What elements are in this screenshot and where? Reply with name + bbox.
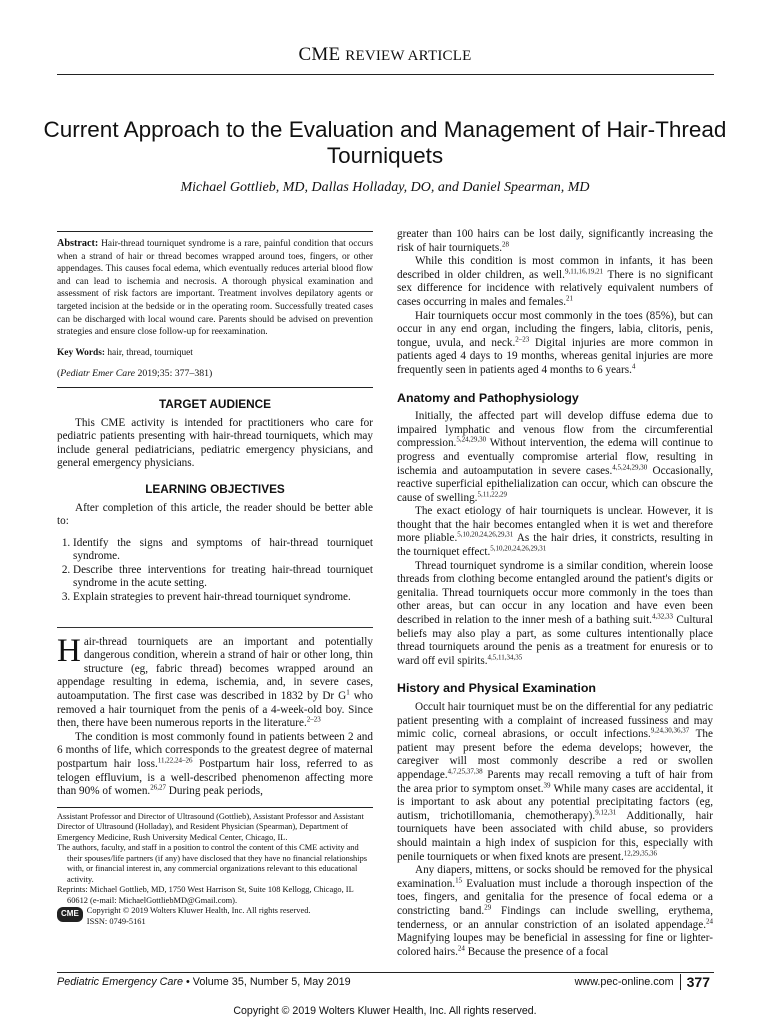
citation-rest: 2019;35: 377–381) xyxy=(135,368,213,380)
abstract-label: Abstract: xyxy=(57,238,99,249)
reference-sup: 4,7,25,37,38 xyxy=(447,767,483,776)
footer-issue: Volume 35, Number 5, May 2019 xyxy=(192,976,351,988)
reference-sup: 24 xyxy=(706,916,713,925)
reference-sup: 12,29,35,36 xyxy=(623,848,658,857)
reference-sup: 2–23 xyxy=(515,335,530,344)
drop-cap: H xyxy=(57,632,81,669)
reference-sup: 11,22,24–26 xyxy=(157,756,193,765)
keywords-label: Key Words: xyxy=(57,347,106,358)
affiliation-note: Assistant Professor and Director of Ultrasound (Gottlieb), Assistant Professor and Assistant Director of Ultrasound (Holladay), and Resident Physician (Spearman), Department of Emergency Medicine, Rush University Medical Center, Chicago, IL. xyxy=(57,811,364,842)
reference-sup: 4,5,11,34,35 xyxy=(487,653,523,662)
copyright-block xyxy=(57,906,373,927)
learning-objectives-intro: After completion of this article, the reader should be better able to: xyxy=(57,501,373,528)
text-run: During peak periods, xyxy=(165,785,263,798)
history-heading: History and Physical Examination xyxy=(397,681,597,696)
text-run: Any diapers, mittens, or socks should be removed for the physical examination. xyxy=(397,864,713,890)
reference-sup: 5,11,22,29 xyxy=(477,489,507,498)
text-run: Because the presence of a focal xyxy=(464,945,609,958)
footer-url[interactable]: www.pec-online.com xyxy=(574,976,674,988)
text-run: Parents may recall removing a tuft of hair from the area prior to symptom onset. xyxy=(397,768,713,795)
text-run: Evaluation must include a thorough inspection of the toes, fingers, and genitalia for the presence of focal edema or a constricting band. xyxy=(397,877,713,917)
text-run: greater than 100 hairs can be lost daily, significantly increasing the risk of hair tourniquets. xyxy=(397,228,713,254)
reference-sup: 21 xyxy=(566,294,573,303)
text-run: Findings can include swelling, erythema, tenderness, or an annular constriction of an isolated appendage. xyxy=(397,904,713,931)
continuation-paragraph xyxy=(397,228,713,255)
right-column xyxy=(397,228,713,959)
abstract xyxy=(57,231,373,339)
reference-sup: 5,10,20,24,26,29,31 xyxy=(457,530,514,539)
text-run: The condition is most commonly found in patients between 2 and 6 months of life, which corresponds to the greatest degree of maternal postpartum hair loss. xyxy=(57,730,373,770)
objective-item: 3. Explain strategies to prevent hair-thread tourniquet syndrome. xyxy=(73,591,373,605)
text-run: Magnifying loupes may be beneficial in assessing for fine or lighter-colored hairs. xyxy=(397,932,713,958)
reference-sup: 5,24,29,30 xyxy=(456,435,487,444)
article-type-rest: REVIEW ARTICLE xyxy=(345,48,472,64)
bullet-separator: • xyxy=(186,976,193,988)
footer-rule xyxy=(57,972,714,973)
article-type-cme: CME xyxy=(298,44,341,65)
copyright-line: Copyright © 2019 Wolters Kluwer Health, Inc. All rights reserved. xyxy=(233,1005,537,1017)
footnotes xyxy=(57,807,373,928)
reprints-note: Reprints: Michael Gottlieb, MD, 1750 West Harrison St, Suite 108 Kellogg, Chicago, IL 60612 (e-mail: MichaelGottliebMD@Gmail.com). xyxy=(57,885,354,905)
keywords-text: hair, thread, tourniquet xyxy=(107,347,193,358)
introduction xyxy=(57,627,373,799)
citation-journal: Pediatr Emer Care xyxy=(60,368,136,380)
reference-sup: 4,32,33 xyxy=(651,612,673,621)
text-run: who removed a hair tourniquet from the penis of a 4-week-old boy. Since then, there have been numerous reports in the literature. xyxy=(57,690,373,730)
article-type-header xyxy=(0,44,770,66)
intro-paragraph-1 xyxy=(57,632,373,731)
text-run: Thread tourniquet syndrome is a similar condition, wherein loose threads from clothing become entangled around the patient's digits or genitalia. Thread tourniquets occur more commonly in the toes than other areas, but can occur in any location and have even been described in relation to the inner mesh of a bathing suit. xyxy=(397,559,713,627)
target-audience-text: This CME activity is intended for practitioners who care for pediatric patients presenting with hair-thread tourniquets, which may include general pediatricians, pediatric emergency physicians, and general emergency physicians. xyxy=(57,416,373,470)
history-paragraph-1 xyxy=(397,701,713,864)
reference-sup: 9,11,16,19,21 xyxy=(564,267,604,276)
anatomy-heading: Anatomy and Pathophysiology xyxy=(397,390,579,405)
objective-item: 1. Identify the signs and symptoms of hair-thread tourniquet syndrome. xyxy=(73,537,373,564)
reference-sup: 9,24,30,36,37 xyxy=(650,726,690,735)
text-run: Postpartum hair loss, referred to as telogen effluvium, is a well-described phenomenon affecting more than 90% of women. xyxy=(57,758,373,798)
footer-page-info xyxy=(575,974,710,990)
reference-sup: 4,5,24,29,30 xyxy=(612,462,648,471)
reference-sup: 2–23 xyxy=(306,715,321,724)
age-paragraph xyxy=(397,255,713,309)
reference-sup: 4 xyxy=(631,362,636,371)
reference-sup: 26,27 xyxy=(150,783,166,792)
text-run: Occasionally, reactive superficial epithelialization can occur, which can obscure the cause of swelling. xyxy=(397,464,713,504)
page-number: 377 xyxy=(680,974,710,990)
reference-sup: 24 xyxy=(457,943,465,952)
text-run: As the hair dries, it constricts, resulting in the tourniquet effect. xyxy=(397,532,713,559)
issn-note: ISSN: 0749-5161 xyxy=(86,916,146,926)
reference-sup: 39 xyxy=(543,780,551,789)
text-run: air-thread tourniquets are an important and potentially dangerous condition, wherein a strand of hair or other long, thin structure (eg, fabric thread) becomes wrapped around an appendage resulting in edema, ischemia, and, in severe cases, autoamputation. The first case was described in 1832 by Dr G xyxy=(57,635,373,703)
location-paragraph xyxy=(397,310,713,378)
text-run: Cultural beliefs may also play a part, as some cultures intentionally place thread tourniquets around the penis as a treatment for enuresis or to ward off evil spirits. xyxy=(397,614,713,667)
author-list: Michael Gottlieb, MD, Dallas Holladay, DO, and Daniel Spearman, MD xyxy=(180,180,590,195)
footer-journal: Pediatric Emergency Care xyxy=(57,976,184,988)
reference-sup: 15 xyxy=(455,875,463,884)
objective-item: 2. Describe three interventions for treating hair-thread tourniquet syndrome in the acute setting. xyxy=(73,564,373,591)
reference-sup: 28 xyxy=(502,239,510,248)
article-title: Current Approach to the Evaluation and Management of Hair-Thread Tourniquets xyxy=(43,117,727,168)
reference-sup: 1 xyxy=(346,688,350,697)
reference-sup: 5,10,20,24,26,29,31 xyxy=(490,544,547,553)
history-paragraph-2 xyxy=(397,864,713,959)
keywords xyxy=(57,347,373,360)
text-run: The patient may present before the edema develops; however, the caregiver will most commonly describe a red or swollen appendage. xyxy=(397,728,713,781)
text-run: Without intervention, the edema will continue to progress and eventually compromise arterial flow, resulting in ischemia and autoamputation in severe cases. xyxy=(397,437,713,477)
copyright-note: Copyright © 2019 Wolters Kluwer Health, Inc. All rights reserved. xyxy=(86,906,311,916)
disclosure-note: The authors, faculty, and staff in a position to control the content of this CME activity and their spouses/life partners (if any) have disclosed that they have no financial relationships with, or financial interest in, any commercial organizations relevant to this educational activity. xyxy=(57,843,368,884)
text-run: While many cases are accidental, it is important to ask about any potential precipitating factors (eg, autism, trichotillomania, chemotherapy). xyxy=(397,782,713,822)
text-run: There is no significant sex difference for incidence with relatively equivalent numbers of cases occurring in males and females. xyxy=(397,268,713,308)
anatomy-paragraph-3 xyxy=(397,560,713,669)
left-column xyxy=(57,231,373,927)
learning-objectives-heading: LEARNING OBJECTIVES xyxy=(145,481,285,496)
anatomy-paragraph-1 xyxy=(397,410,713,505)
reference-sup: 9,12,31 xyxy=(595,808,617,817)
intro-paragraph-2 xyxy=(57,731,373,799)
cme-badge-icon: CME xyxy=(57,907,83,922)
citation-line: (Pediatr Emer Care 2019;35: 377–381) xyxy=(57,367,373,388)
text-run: Digital injuries are more common in patients aged 4 days to 19 months, whereas genital injuries are more frequently seen in patients aged 4 months to 6 years. xyxy=(397,336,714,376)
reference-sup: 29 xyxy=(484,903,492,912)
text-run: Additionally, hair tourniquets have been associated with child abuse, so providers should maintain a high index of suspicion for this, especially with penile tourniquets or when fixed knots are present. xyxy=(397,809,713,863)
anatomy-paragraph-2 xyxy=(397,505,713,559)
header-rule xyxy=(57,74,714,75)
text-run: The exact etiology of hair tourniquets is unclear. However, it is thought that the hair becomes entangled when it is wet and therefore more pliable. xyxy=(397,505,713,545)
abstract-text: Hair-thread tourniquet syndrome is a rare, painful condition that occurs when a strand of hair or thread becomes wrapped around toes, fingers, or other appendages. This causes focal edema, which eventually reduces arterial blood flow and can lead to ischemia and necrosis. A thorough physical examination and assessment of risk factors are important. Treatment involves depilatory agents or targeted incision at the bedside or in the operating room. Successfully treated cases can be discharged with local wound care. Parents should be advised on prevention strategies and ensure close follow-up for reexamination. xyxy=(57,239,374,338)
text-run: While this condition is most common in infants, it has been described in older children, as well. xyxy=(397,255,713,281)
footer-journal-info xyxy=(57,976,351,988)
text-run: Hair tourniquets occur most commonly in the toes (85%), but can occur in any end organ, including the fingers, labia, clitoris, penis, tongue, uvula, and neck. xyxy=(397,309,713,349)
learning-objectives-list xyxy=(57,537,373,605)
target-audience-heading: TARGET AUDIENCE xyxy=(158,396,272,411)
text-run: Initially, the affected part will develop diffuse edema due to impaired lymphatic and venous flow from the circumferential compression. xyxy=(397,410,713,450)
text-run: Occult hair tourniquet must be on the differential for any pediatric patient presenting with a complaint of increased fussiness and may mimic colic, corneal abrasions, or occult infections. xyxy=(397,701,713,741)
